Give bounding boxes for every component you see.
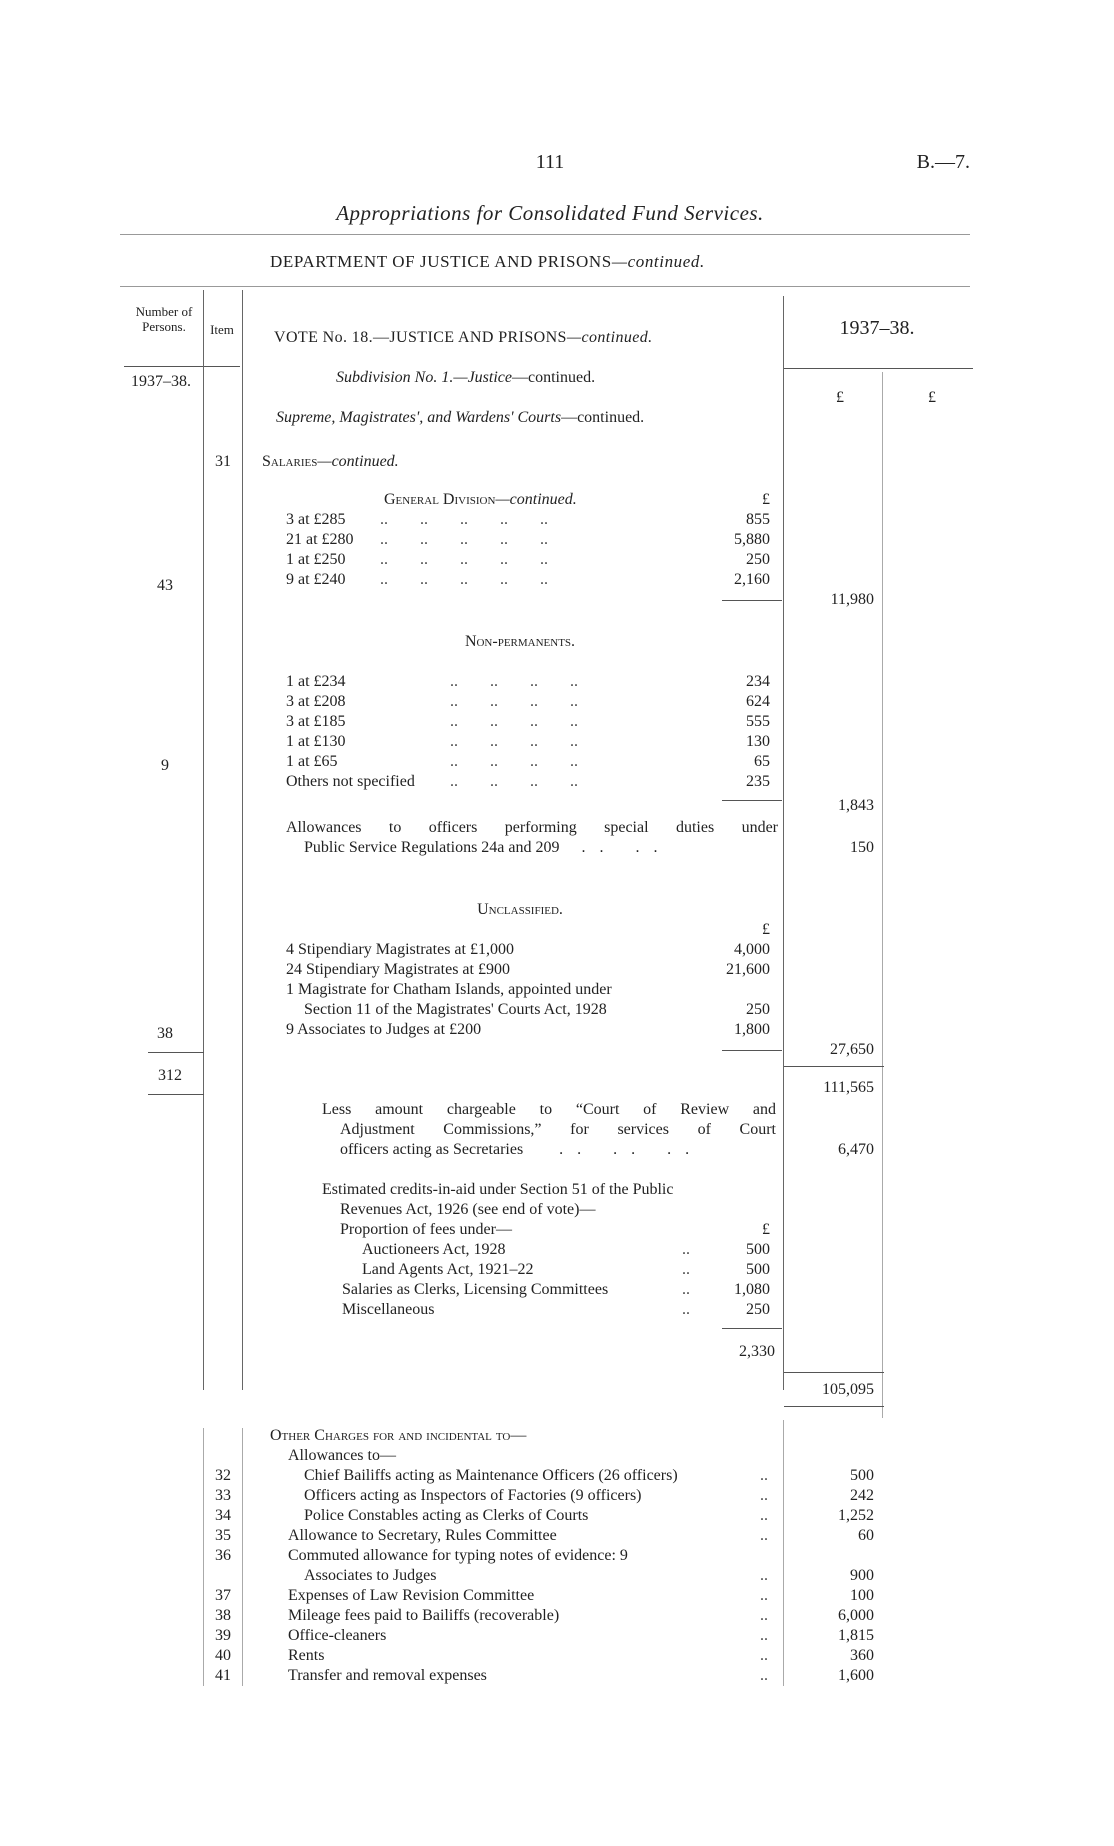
general-division-row-label: 3 at £285 [286, 511, 346, 528]
other-charges-amount: 360 [850, 1647, 874, 1664]
less-chargeable-amount: 6,470 [838, 1141, 874, 1158]
other-charges-label: Rents [288, 1647, 325, 1664]
pound-header-a: £ [836, 389, 844, 406]
non-permanents-row-leader: .. .. .. .. [450, 753, 578, 770]
other-charges-leader: .. [760, 1527, 768, 1544]
unclassified-row-amount: 250 [746, 1001, 770, 1018]
unclassified-heading: Unclassified. [477, 901, 563, 918]
unclassified-row-label: Section 11 of the Magistrates' Courts Act, 1928 [304, 1001, 607, 1018]
other-charges-label: Chief Bailiffs acting as Maintenance Officers (26 officers) [304, 1467, 678, 1484]
other-charges-heading: Other Charges for and incidental to— [270, 1427, 527, 1444]
department-heading: DEPARTMENT OF JUSTICE AND PRISONS—continued. [270, 252, 705, 271]
general-division-pound: £ [762, 491, 770, 508]
less-chargeable-line3: officers acting as Secretaries .. .. .. [340, 1141, 704, 1158]
other-charges-item-number: 34 [215, 1507, 231, 1524]
salaries-item-number: 31 [215, 453, 231, 470]
other-charges-leader: .. [760, 1647, 768, 1664]
other-charges-leader: .. [760, 1507, 768, 1524]
non-permanents-row-amount: 235 [746, 773, 770, 790]
other-charges-label: Mileage fees paid to Bailiffs (recoverable) [288, 1607, 560, 1624]
non-permanents-row-leader: .. .. .. .. [450, 693, 578, 710]
general-division-row-amount: 5,880 [734, 531, 770, 548]
general-division-row-leader: .. .. .. .. .. [380, 551, 548, 568]
non-permanents-row-label: 3 at £185 [286, 713, 346, 730]
general-division-row-label: 9 at £240 [286, 571, 346, 588]
unclassified-pound: £ [762, 921, 770, 938]
non-permanents-row-leader: .. .. .. .. [450, 773, 578, 790]
unclassified-persons: 38 [157, 1025, 173, 1042]
other-charges-amount: 1,600 [838, 1667, 874, 1684]
other-charges-allowances: Allowances to— [288, 1447, 396, 1464]
unclassified-row-label: 9 Associates to Judges at £200 [286, 1021, 482, 1038]
credits-row-label: Salaries as Clerks, Licensing Committees [342, 1281, 609, 1298]
general-division-row-amount: 855 [746, 511, 770, 528]
subtotal-amount: 111,565 [823, 1079, 874, 1096]
other-charges-item-number: 35 [215, 1527, 231, 1544]
other-charges-item-number: 37 [215, 1587, 231, 1604]
non-permanents-row-amount: 555 [746, 713, 770, 730]
other-charges-item-number: 36 [215, 1547, 231, 1564]
allowances-special-line1: Allowances to officers performing special duties under [286, 819, 778, 836]
unclassified-row-label: 1 Magistrate for Chatham Islands, appointed under [286, 981, 612, 998]
vote-heading: VOTE No. 18.—JUSTICE AND PRISONS—continued. [274, 329, 653, 346]
other-charges-amount: 1,815 [838, 1627, 874, 1644]
credits-pound: £ [762, 1221, 770, 1238]
credits-total: 2,330 [739, 1343, 775, 1360]
subdivision-heading: Subdivision No. 1.—Justice—continued. [336, 369, 596, 386]
courts-heading: Supreme, Magistrates', and Wardens' Courts—continued. [276, 409, 645, 426]
other-charges-amount: 1,252 [838, 1507, 874, 1524]
persons-column-header: Number of Persons. [135, 304, 193, 334]
other-charges-leader: .. [760, 1667, 768, 1684]
non-permanents-total: 1,843 [838, 797, 874, 814]
other-charges-label: Transfer and removal expenses [288, 1667, 487, 1684]
credits-row-leader: .. [682, 1301, 690, 1318]
non-permanents-row-label: 1 at £130 [286, 733, 346, 750]
other-charges-amount: 100 [850, 1587, 874, 1604]
unclassified-row-amount: 4,000 [734, 941, 770, 958]
credits-row-amount: 250 [746, 1301, 770, 1318]
other-charges-amount: 6,000 [838, 1607, 874, 1624]
non-permanents-row-label: 3 at £208 [286, 693, 346, 710]
credits-row-leader: .. [682, 1281, 690, 1298]
other-charges-leader: .. [760, 1587, 768, 1604]
general-division-persons: 43 [157, 577, 173, 594]
general-division-row-leader: .. .. .. .. .. [380, 531, 548, 548]
credits-row-leader: .. [682, 1241, 690, 1258]
non-permanents-row-amount: 65 [754, 753, 770, 770]
general-division-total: 11,980 [830, 591, 874, 608]
other-charges-item-number: 41 [215, 1667, 231, 1684]
other-charges-item-number: 39 [215, 1627, 231, 1644]
other-charges-label: Police Constables acting as Clerks of Courts [304, 1507, 589, 1524]
non-permanents-row-amount: 130 [746, 733, 770, 750]
credits-line3: Proportion of fees under— [340, 1221, 512, 1238]
general-division-row-amount: 2,160 [734, 571, 770, 588]
unclassified-row-amount: 1,800 [734, 1021, 770, 1038]
persons-year: 1937–38. [131, 373, 191, 390]
net-total: 105,095 [822, 1381, 874, 1398]
other-charges-leader: .. [760, 1487, 768, 1504]
unclassified-row-label: 24 Stipendiary Magistrates at £900 [286, 961, 510, 978]
other-charges-label: Commuted allowance for typing notes of evidence: 9 [288, 1547, 628, 1564]
general-division-row-label: 1 at £250 [286, 551, 346, 568]
other-charges-amount: 242 [850, 1487, 874, 1504]
unclassified-row-label: 4 Stipendiary Magistrates at £1,000 [286, 941, 514, 958]
year-column-header: 1937–38. [839, 317, 915, 339]
non-permanents-row-leader: .. .. .. .. [450, 713, 578, 730]
page-title: Appropriations for Consolidated Fund Services. [336, 201, 764, 225]
non-permanents-heading: Non-permanents. [464, 633, 576, 650]
persons-total: 312 [158, 1067, 182, 1084]
credits-line1: Estimated credits-in-aid under Section 51 of the Public [322, 1181, 674, 1198]
other-charges-label: Expenses of Law Revision Committee [288, 1587, 535, 1604]
credits-row-label: Miscellaneous [342, 1301, 435, 1318]
general-division-row-leader: .. .. .. .. .. [380, 511, 548, 528]
credits-row-amount: 1,080 [734, 1281, 770, 1298]
general-division-row-label: 21 at £280 [286, 531, 354, 548]
other-charges-label: Associates to Judges [304, 1567, 437, 1584]
non-permanents-row-amount: 234 [746, 673, 770, 690]
other-charges-leader: .. [760, 1627, 768, 1644]
other-charges-leader: .. [760, 1567, 768, 1584]
credits-line2: Revenues Act, 1926 (see end of vote)— [340, 1201, 596, 1218]
general-division-row-amount: 250 [746, 551, 770, 568]
non-permanents-row-label: 1 at £65 [286, 753, 338, 770]
non-permanents-row-leader: .. .. .. .. [450, 733, 578, 750]
less-chargeable-line1: Less amount chargeable to “Court of Review and [322, 1101, 776, 1118]
other-charges-item-number: 40 [215, 1647, 231, 1664]
general-division-heading: General Division—continued. [384, 491, 577, 508]
salaries-heading: Salaries—continued. [262, 453, 399, 470]
other-charges-amount: 60 [858, 1527, 874, 1544]
credits-row-amount: 500 [746, 1261, 770, 1278]
non-permanents-row-amount: 624 [746, 693, 770, 710]
page-number: 111 [535, 151, 565, 173]
pound-header-b: £ [928, 389, 936, 406]
other-charges-leader: .. [760, 1467, 768, 1484]
non-permanents-row-leader: .. .. .. .. [450, 673, 578, 690]
other-charges-item-number: 38 [215, 1607, 231, 1624]
credits-row-label: Land Agents Act, 1921–22 [362, 1261, 534, 1278]
general-division-row-leader: .. .. .. .. .. [380, 571, 548, 588]
document-reference: B.—7. [916, 151, 970, 173]
other-charges-leader: .. [760, 1607, 768, 1624]
other-charges-item-number: 33 [215, 1487, 231, 1504]
unclassified-total: 27,650 [830, 1041, 874, 1058]
unclassified-row-amount: 21,600 [726, 961, 770, 978]
non-permanents-persons: 9 [161, 757, 169, 774]
other-charges-label: Office-cleaners [288, 1627, 387, 1644]
credits-row-amount: 500 [746, 1241, 770, 1258]
other-charges-amount: 500 [850, 1467, 874, 1484]
allowances-special-line2: Public Service Regulations 24a and 209 .. .. [304, 839, 672, 856]
other-charges-amount: 900 [850, 1567, 874, 1584]
less-chargeable-line2: Adjustment Commissions,” for services of Court [340, 1121, 776, 1138]
non-permanents-row-label: Others not specified [286, 773, 415, 790]
item-column-header: Item [210, 322, 234, 337]
other-charges-label: Allowance to Secretary, Rules Committee [288, 1527, 557, 1544]
non-permanents-row-label: 1 at £234 [286, 673, 346, 690]
other-charges-label: Officers acting as Inspectors of Factories (9 officers) [304, 1487, 642, 1504]
allowances-special-total: 150 [850, 839, 874, 856]
credits-row-leader: .. [682, 1261, 690, 1278]
other-charges-item-number: 32 [215, 1467, 231, 1484]
credits-row-label: Auctioneers Act, 1928 [362, 1241, 506, 1258]
